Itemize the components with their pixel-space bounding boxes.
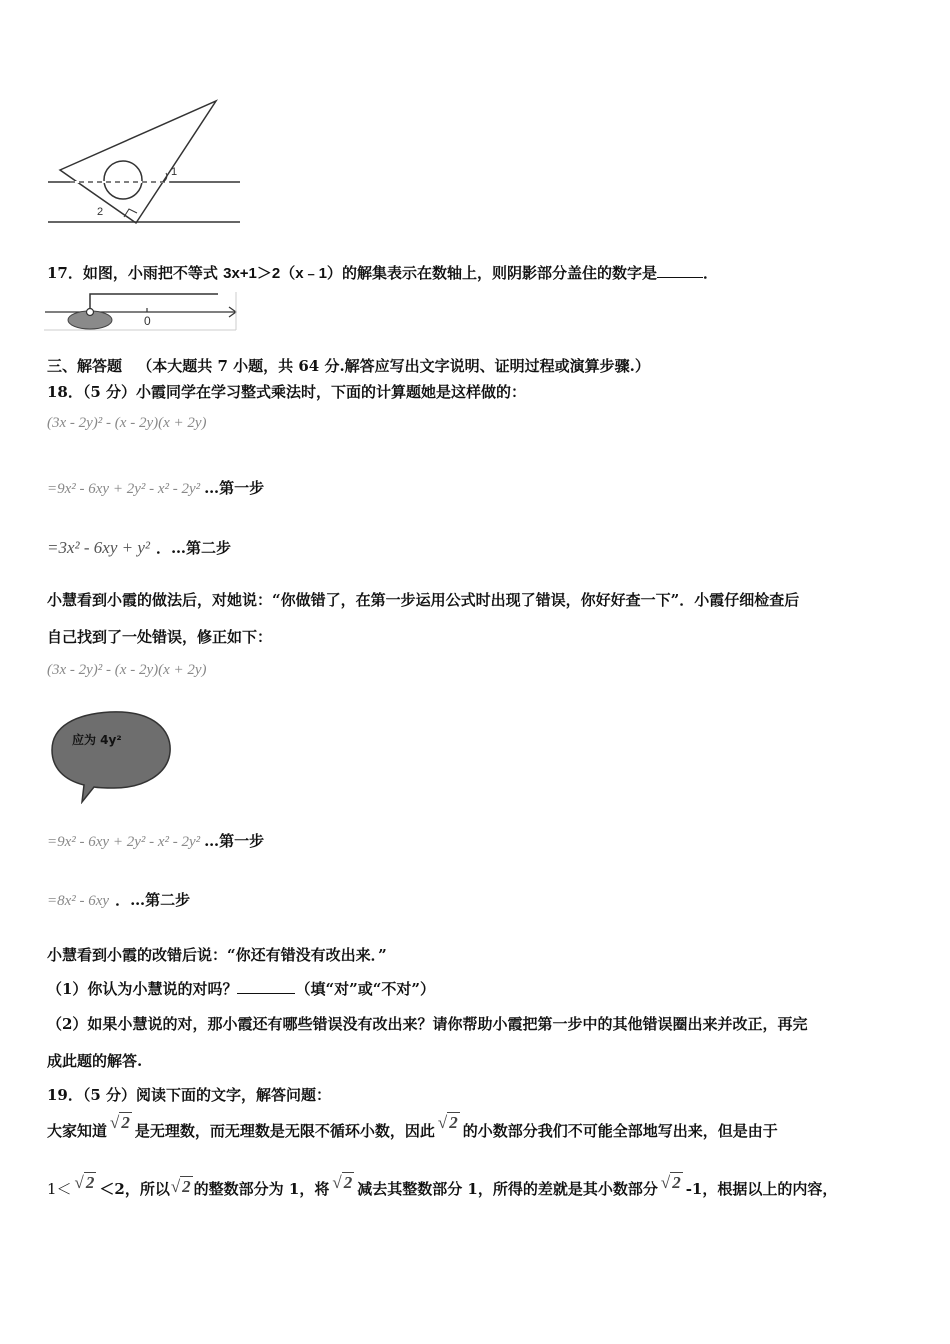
circle	[104, 161, 142, 199]
q18-step2-expr: =3x² - 6xy + y²	[47, 538, 150, 557]
open-circle	[87, 309, 94, 316]
number-line-figure	[40, 288, 245, 336]
q17-text-after: 的解集表示在数轴上，则阴影部分盖住的数字是	[341, 264, 657, 282]
q18-step1b	[47, 830, 264, 851]
answer-blank-sub1[interactable]	[237, 993, 295, 994]
q18-step2b-label: ．…第二步	[115, 891, 191, 909]
q19-l2-e: -1，根据以上的内容，	[685, 1180, 838, 1198]
q17-line	[47, 262, 718, 283]
q17-end: ．	[702, 264, 718, 282]
sqrt-2: √ 2	[110, 1113, 130, 1132]
q18-step2	[47, 537, 231, 558]
section-heading	[47, 355, 650, 376]
q19-l2-b: ＜2，所以	[99, 1180, 170, 1198]
q18-sub1-b: （填“对”或“不对”）	[295, 980, 435, 998]
speech-bubble	[48, 708, 188, 804]
q19-line2	[47, 1173, 838, 1199]
q18-step1-expr: =9x² - 6xy + 2y² - x² - 2y²	[47, 481, 201, 497]
q19-l2-c: 的整数部分为 1，将	[193, 1180, 330, 1198]
q18-sub1-a: （1）你认为小慧说的对吗？	[47, 980, 238, 998]
q18-expr0: (3x - 2y)² - (x - 2y)(x + 2y)	[47, 415, 207, 431]
q18-para1-line1: 小慧看到小霞的做法后，对她说：“你做错了，在第一步运用公式时出现了错误，你好好查一下”．小霞仔细检查后	[47, 591, 800, 609]
q19-l2-d: 减去其整数部分 1，所得的差就是其小数部分	[357, 1180, 658, 1198]
q19-header: 19．（5 分）阅读下面的文字，解答问题：	[47, 1086, 332, 1104]
q18-step1	[47, 477, 264, 498]
sqrt-2: √ 2	[437, 1113, 458, 1132]
sqrt-2: √ 2	[660, 1173, 681, 1192]
q18-expr0-b: (3x - 2y)² - (x - 2y)(x + 2y)	[47, 662, 207, 678]
q18-para2: 小慧看到小霞的改错后说：“你还有错没有改出来．”	[47, 946, 387, 964]
q18-sub2-line1: （2）如果小慧说的对，那小霞还有哪些错误没有改出来？请你帮助小霞把第一步中的其他错误圈出来并改正，再完	[47, 1015, 808, 1033]
angle-label-2: 2	[97, 206, 104, 218]
section-title: 三、解答题	[47, 357, 123, 375]
q19-l2-a: 1＜	[47, 1180, 72, 1198]
solution-bracket	[90, 294, 218, 312]
q18-header: 18．（5 分）小霞同学在学习整式乘法时，下面的计算题她是这样做的：	[47, 383, 527, 401]
q18-step2b	[47, 889, 190, 910]
bubble-text: 应为 4y²	[72, 733, 122, 747]
section-note: （本大题共 7 小题，共 64 分.解答应写出文字说明、证明过程或演算步骤.）	[137, 357, 650, 375]
angle-label-1: 1	[171, 166, 178, 178]
q18-step2b-expr: =8x² - 6xy	[47, 893, 110, 909]
tick-label-zero: 0	[144, 314, 151, 328]
q19-l1-a: 大家知道	[47, 1122, 108, 1140]
sqrt-2: √ 2	[170, 1177, 191, 1196]
q19-l1-b: 是无理数，而无理数是无限不循环小数，因此	[134, 1122, 435, 1140]
q18-step1b-expr: =9x² - 6xy + 2y² - x² - 2y²	[47, 834, 201, 850]
triangle	[60, 101, 216, 223]
q19-line1	[47, 1113, 778, 1141]
triangle-figure	[40, 95, 250, 230]
q18-para1-line2: 自己找到了一处错误，修正如下：	[47, 628, 273, 646]
q17-number: 17．	[47, 264, 83, 282]
q18-sub2-line2: 成此题的解答.	[47, 1052, 143, 1070]
bubble-shape	[52, 712, 170, 802]
q17-text-before: 如图，小雨把不等式	[82, 264, 224, 282]
q18-step2-label: ．…第二步	[155, 539, 231, 557]
answer-blank[interactable]	[657, 277, 703, 278]
q18-sub1	[47, 978, 435, 999]
q18-step1-label: …第一步	[204, 479, 265, 497]
sqrt-2: √ 2	[74, 1173, 95, 1192]
sqrt-2: √ 2	[332, 1173, 353, 1192]
q17-inequality: 3x+1＞2（x﹣1）	[223, 265, 342, 282]
q19-l1-c: 的小数部分我们不可能全部地写出来，但是由于	[462, 1122, 778, 1140]
q18-step1b-label: …第一步	[204, 832, 265, 850]
